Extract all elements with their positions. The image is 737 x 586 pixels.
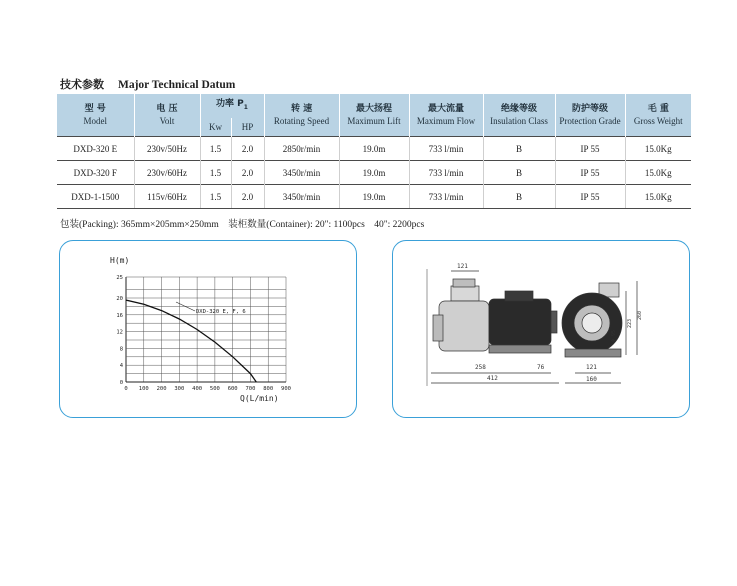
dim-base-left: 258 xyxy=(475,364,486,371)
cell-volt: 230v/60Hz xyxy=(134,161,200,185)
cell-speed: 3450r/min xyxy=(264,185,339,209)
cell-flow: 733 l/min xyxy=(409,137,483,161)
section-title-cn: 技术参数 xyxy=(60,78,104,91)
dim-top-width: 121 xyxy=(457,263,468,270)
pump-motor xyxy=(489,299,551,345)
pump-base xyxy=(489,345,551,353)
x-axis-label: Q(L/min) xyxy=(240,394,279,403)
x-tick-label: 200 xyxy=(156,386,167,392)
cell-lift: 19.0m xyxy=(339,161,409,185)
dim-outlet-dia: Φ 95 xyxy=(611,329,617,342)
cell-hp: 2.0 xyxy=(231,137,264,161)
cell-volt: 230v/50Hz xyxy=(134,137,200,161)
front-outlet-bore xyxy=(582,313,602,333)
x-tick-label: 600 xyxy=(227,386,238,392)
col-flow: 最大流量 Maximum Flow xyxy=(409,94,483,137)
x-tick-label: 800 xyxy=(263,386,274,392)
packing-info xyxy=(60,216,424,230)
y-tick-label: 20 xyxy=(116,296,123,302)
cell-hp: 2.0 xyxy=(231,161,264,185)
dim-front-width: 160 xyxy=(586,376,597,383)
cell-model: DXD-1-1500 xyxy=(57,185,134,209)
col-power: 功率 $P_1$ xyxy=(200,94,264,118)
y-tick-label: 16 xyxy=(116,312,123,319)
packing-dimensions: (Packing): 365mm×205mm×250mm xyxy=(79,220,219,230)
y-tick-label: 8 xyxy=(119,346,123,353)
table-row xyxy=(57,137,691,161)
cell-weight: 15.0Kg xyxy=(625,185,691,209)
x-tick-label: 0 xyxy=(124,386,128,392)
section-title xyxy=(60,76,235,92)
cell-lift: 19.0m xyxy=(339,185,409,209)
pump-front-view xyxy=(562,281,643,383)
x-tick-label: 700 xyxy=(245,386,256,392)
dim-front-base: 121 xyxy=(586,364,597,371)
y-tick-label: 25 xyxy=(116,275,123,281)
pump-side-view xyxy=(427,263,559,386)
performance-curve-panel xyxy=(59,240,357,418)
cell-insulation: B xyxy=(483,137,555,161)
pump-inlet xyxy=(433,315,443,341)
front-base xyxy=(565,349,621,357)
cell-flow: 733 l/min xyxy=(409,161,483,185)
cell-weight: 15.0Kg xyxy=(625,161,691,185)
packing-label-cn: 包装 xyxy=(60,219,80,230)
cell-insulation: B xyxy=(483,161,555,185)
x-tick-label: 900 xyxy=(281,386,291,392)
dim-base-right: 76 xyxy=(537,364,545,371)
y-tick-label: 0 xyxy=(119,380,123,386)
dim-height-inlet: 223 xyxy=(627,318,633,328)
col-insulation: 绝缘等级 Insulation Class xyxy=(483,94,555,137)
col-volt: 电 压 Volt xyxy=(134,94,200,137)
col-speed: 转 速 Rotating Speed xyxy=(264,94,339,137)
cell-insulation: B xyxy=(483,185,555,209)
col-protection: 防护等级 Protection Grade xyxy=(555,94,625,137)
cell-weight: 15.0Kg xyxy=(625,137,691,161)
series-label: DXD-320 E, F, 6 xyxy=(196,309,246,315)
y-tick-label: 12 xyxy=(116,329,123,336)
y-axis-label: H(m) xyxy=(110,256,130,265)
cell-model: DXD-320 F xyxy=(57,161,134,185)
x-tick-label: 100 xyxy=(138,386,149,392)
dim-overall-length: 412 xyxy=(487,375,498,382)
specs-table xyxy=(57,94,691,209)
col-lift: 最大扬程 Maximum Lift xyxy=(339,94,409,137)
pump-top-cap xyxy=(453,279,475,287)
dim-height-total: 260 xyxy=(637,310,643,320)
x-tick-label: 400 xyxy=(192,386,203,392)
performance-curve-chart xyxy=(60,241,356,417)
pump-housing xyxy=(439,301,489,351)
cell-model: DXD-320 E xyxy=(57,137,134,161)
section-title-en: Major Technical Datum xyxy=(118,79,236,91)
col-model: 型 号 Model xyxy=(57,94,134,137)
cell-speed: 3450r/min xyxy=(264,161,339,185)
cell-flow: 733 l/min xyxy=(409,185,483,209)
cell-volt: 115v/60Hz xyxy=(134,185,200,209)
motor-terminal-box xyxy=(505,291,533,301)
table-header-row xyxy=(57,94,691,118)
cell-kw: 1.5 xyxy=(200,161,231,185)
y-tick-label: 4 xyxy=(119,363,123,370)
container-quantity: (Container): 20": 1100pcs 40": 2200pcs xyxy=(266,220,425,230)
cell-protection: IP 55 xyxy=(555,185,625,209)
cell-protection: IP 55 xyxy=(555,137,625,161)
dimension-drawing-panel xyxy=(392,240,690,418)
table-row xyxy=(57,185,691,209)
col-weight: 毛 重 Gross Weight xyxy=(625,94,691,137)
cell-lift: 19.0m xyxy=(339,137,409,161)
cell-kw: 1.5 xyxy=(200,137,231,161)
cell-protection: IP 55 xyxy=(555,161,625,185)
col-hp: HP xyxy=(231,118,264,137)
x-tick-label: 500 xyxy=(209,386,220,392)
col-kw: Kw xyxy=(200,118,231,137)
cell-speed: 2850r/min xyxy=(264,137,339,161)
x-tick-label: 300 xyxy=(174,386,185,392)
table-row xyxy=(57,161,691,185)
motor-end-cap xyxy=(551,311,557,333)
cell-hp: 2.0 xyxy=(231,185,264,209)
pump-dimension-drawing xyxy=(393,241,689,417)
cell-kw: 1.5 xyxy=(200,185,231,209)
pump-top-port xyxy=(451,286,479,301)
container-label-cn: 装柜数量 xyxy=(228,219,267,230)
